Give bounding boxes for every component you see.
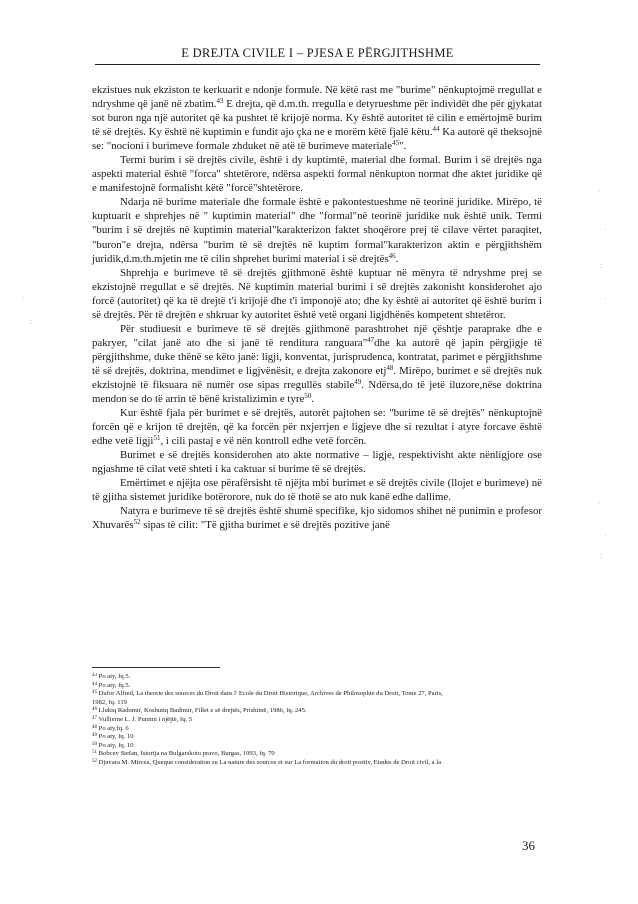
footnote-ref: 46 (388, 251, 396, 260)
scan-speck: · (604, 225, 607, 234)
footnote-number: 47 (92, 715, 97, 721)
paragraph: Emërtimet e njëjta ose përafërsisht të njëjta mbi burimet e së drejtës civile (llojet e burimeve) në të gjitha sistemet juridike botërorore, nuk do të thotë se ato nuk kanë edhe dallime. (92, 477, 542, 504)
paragraph: ekzistues nuk ekziston te kerkuarit e ndonje formule. Në këtë rast me "burime" nënkuptojmë rregullat e ndryshme që janë në zbatim.$^{43}$ E drejta, që d.m.th. rregulla e detyrueshme për individët dhe për gjykatat sot buron nga një autoritet që ka pushtet të krijojë norma. Ky është autoritet të cilin e emërtojmë burim të së drejtës. Ky është në kuptimin e fundit ajo çka ne e morëm këtë fjalë këtu.$^{44}$ Ka autorë që theksojnë se: "nocioni i burimeve formale zhduket në atë të burimeve materiale$^{45}$". (92, 84, 542, 153)
footnote-number: 45 (92, 690, 97, 696)
footnote-ref: 49 (354, 377, 362, 386)
paragraph: Termi burim i së drejtës civile, është i dy kuptimtë, material dhe formal. Burim i së drejtës nga aspekti material është "forca" shtetërore, ndërsa aspekti formal nënkupton normat dhe aktet juridike që e manifestojnë formalisht këtë "forcë"shtetërore. (92, 154, 542, 195)
footnote-ref: 51 (153, 434, 161, 443)
footnote: 1982, fq. 119 (92, 698, 127, 706)
footnote-ref: 48 (386, 363, 394, 372)
footnote-number: 43 (92, 673, 97, 678)
footnote: $^{51}$ Bobcev Stefan, Istorija na Bulgarskoto pravo, Burgas, 1993, fq. 70 (92, 750, 275, 758)
scan-speck: · (604, 531, 607, 540)
footnote-ref: 52 (133, 518, 141, 527)
scan-speck: : (30, 317, 33, 326)
footnote-number: 46 (92, 707, 97, 713)
scan-speck: · (604, 295, 607, 304)
paragraph: Për studiuesit e burimeve të së drejtës gjithmonë parashtrohet një çështje paraprake dhe e pakryer, "cilat janë ato dhe si janë të renditura ranguara"$^{47}$dhe ka autorë që japin përgjigje të përgjithshme, duke thënë se këto janë: ligji, konventat, jurisprudenca, kontratat, parimet e përgjithshme të së drejtës, doktrina, mendimet e ligjvënësit, e drejta zakonore etj$^{48}$. Mirëpo, burimet e së drejtës nuk ekzistojnë të fiksuara në numër ose sipas rregullës stabile$^{49}$. Ndërsa,do të jetë iluzore,nëse doktrina mendon se do të arrin të bënë kristalizimin e tyre$^{50}$. (92, 322, 542, 406)
scan-speck: : (600, 551, 603, 560)
footnote-number: 44 (92, 681, 97, 687)
paragraph: Shprehja e burimeve të së drejtës gjithmonë është kuptuar në mënyra të ndryshme prej se ekzistojnë rregullat e së drejtës. Në kuptimin material burimi i së drejtës zakonisht konsiderohet ajo forcë (autoritet) që ka të drejtë t'i krijojë dhe t'i imponojë ato; dhe ky është ai autoritet që është burim i së drejtës. Për të drejtën e shkruar ky autoritet është vetë organi ligjdhënës kompetent shtetëror. (92, 266, 542, 321)
scan-speck: : (600, 261, 603, 270)
footnote-ref: 45 (392, 139, 400, 148)
scan-speck: · (22, 294, 25, 303)
footnote-number: 50 (92, 741, 97, 747)
footnote: $^{47}$ Vullierne L. J. Punimi i njëjtë, fq. 5 (92, 715, 193, 723)
footnote-number: 51 (92, 750, 97, 756)
running-header: E DREJTA CIVILE I – PJESA E PËRGJITHSHME (181, 46, 454, 60)
footnote-ref: 47 (367, 335, 375, 344)
footnote: $^{45}$ Dufor Alfred, La theorie des sources du Droit dans l' Ecole du Droit Historique, Archives de Philosophie du Droit, Tome 27, Paris, (92, 690, 443, 698)
footnote: $^{44}$ Po aty, fq.5. (92, 681, 131, 689)
paragraph: Kur është fjala për burimet e së drejtës, autorët pajtohen se: "burime të së drejtës" nënkuptojnë forcën që e krijon të drejtën, që ka forcën për nxjerrjen e ligjeve dhe si rezultat i atyre forcave është edhe vetë ligji$^{51}$, i cili pastaj e vë nën kontroll edhe vetë forcën. (92, 407, 542, 448)
footnote: $^{46}$ Llukiq Radomir, Koshutiq Budimir, Fillet e së drejtës, Prishtinë, 1986, fq. 245. (92, 707, 307, 715)
footnote: $^{49}$ Po aty, fq. 10 (92, 733, 134, 741)
header-rule (95, 64, 540, 65)
page-number: 36 (522, 838, 535, 853)
paragraph: Ndarja në burime materiale dhe formale është e pakontestueshme në teorinë juridike. Mirëpo, të kuptuarit e shprehjes në " kuptimin material" dhe "formal"në teorinë juridike nuk është unik. Termi "burim i së drejtës në kuptimin material"karakterizon faktet shoqërore prej të cilave vërtet paraqitet, "buron"e drejta, ndërsa "burim të së drejtës në kuptim formal"karakterizon aktin e përgjithshëm juridik,d.m.th.mjetin me të cilin shprehet burimi material i së drejtës$^{46}$. (92, 196, 542, 265)
footnote-number: 49 (92, 733, 97, 739)
scan-speck: · (598, 499, 601, 508)
body-text (92, 83, 542, 533)
paragraph: Natyra e burimeve të së drejtës është shumë specifike, kjo sidomos shihet në punimin e profesor Xhuvarës$^{52}$ sipas të cilit: "Të gjitha burimet e së drejtës pozitive janë (92, 505, 542, 532)
paragraph: Burimet e së drejtës konsiderohen ato akte normative – ligje, respektivisht akte nënligjore ose ngjashme të cilat vetë shteti i ka caktuar si burime të së drejtës. (92, 449, 542, 476)
footnote-ref: 43 (216, 97, 224, 106)
footnote-ref: 50 (304, 392, 312, 401)
footnote: $^{50}$ Po aty, fq. 10 (92, 741, 134, 749)
footnote-ref: 44 (432, 125, 440, 134)
footnotes (92, 673, 542, 768)
footnote: $^{52}$ Djuvara M. Mircea, Queque consideration su La nature des sources et sur La formation du droit positiv, Etudes de Droit civil, a la (92, 758, 442, 766)
footnote: $^{48}$ Po aty,fq. 6 (92, 724, 129, 732)
footnote: $^{43}$ Po aty, fq.5. (92, 673, 131, 680)
scan-speck: · (598, 187, 601, 196)
footnote-number: 52 (92, 758, 97, 764)
footnote-rule (92, 667, 220, 668)
footnote-number: 48 (92, 724, 97, 730)
